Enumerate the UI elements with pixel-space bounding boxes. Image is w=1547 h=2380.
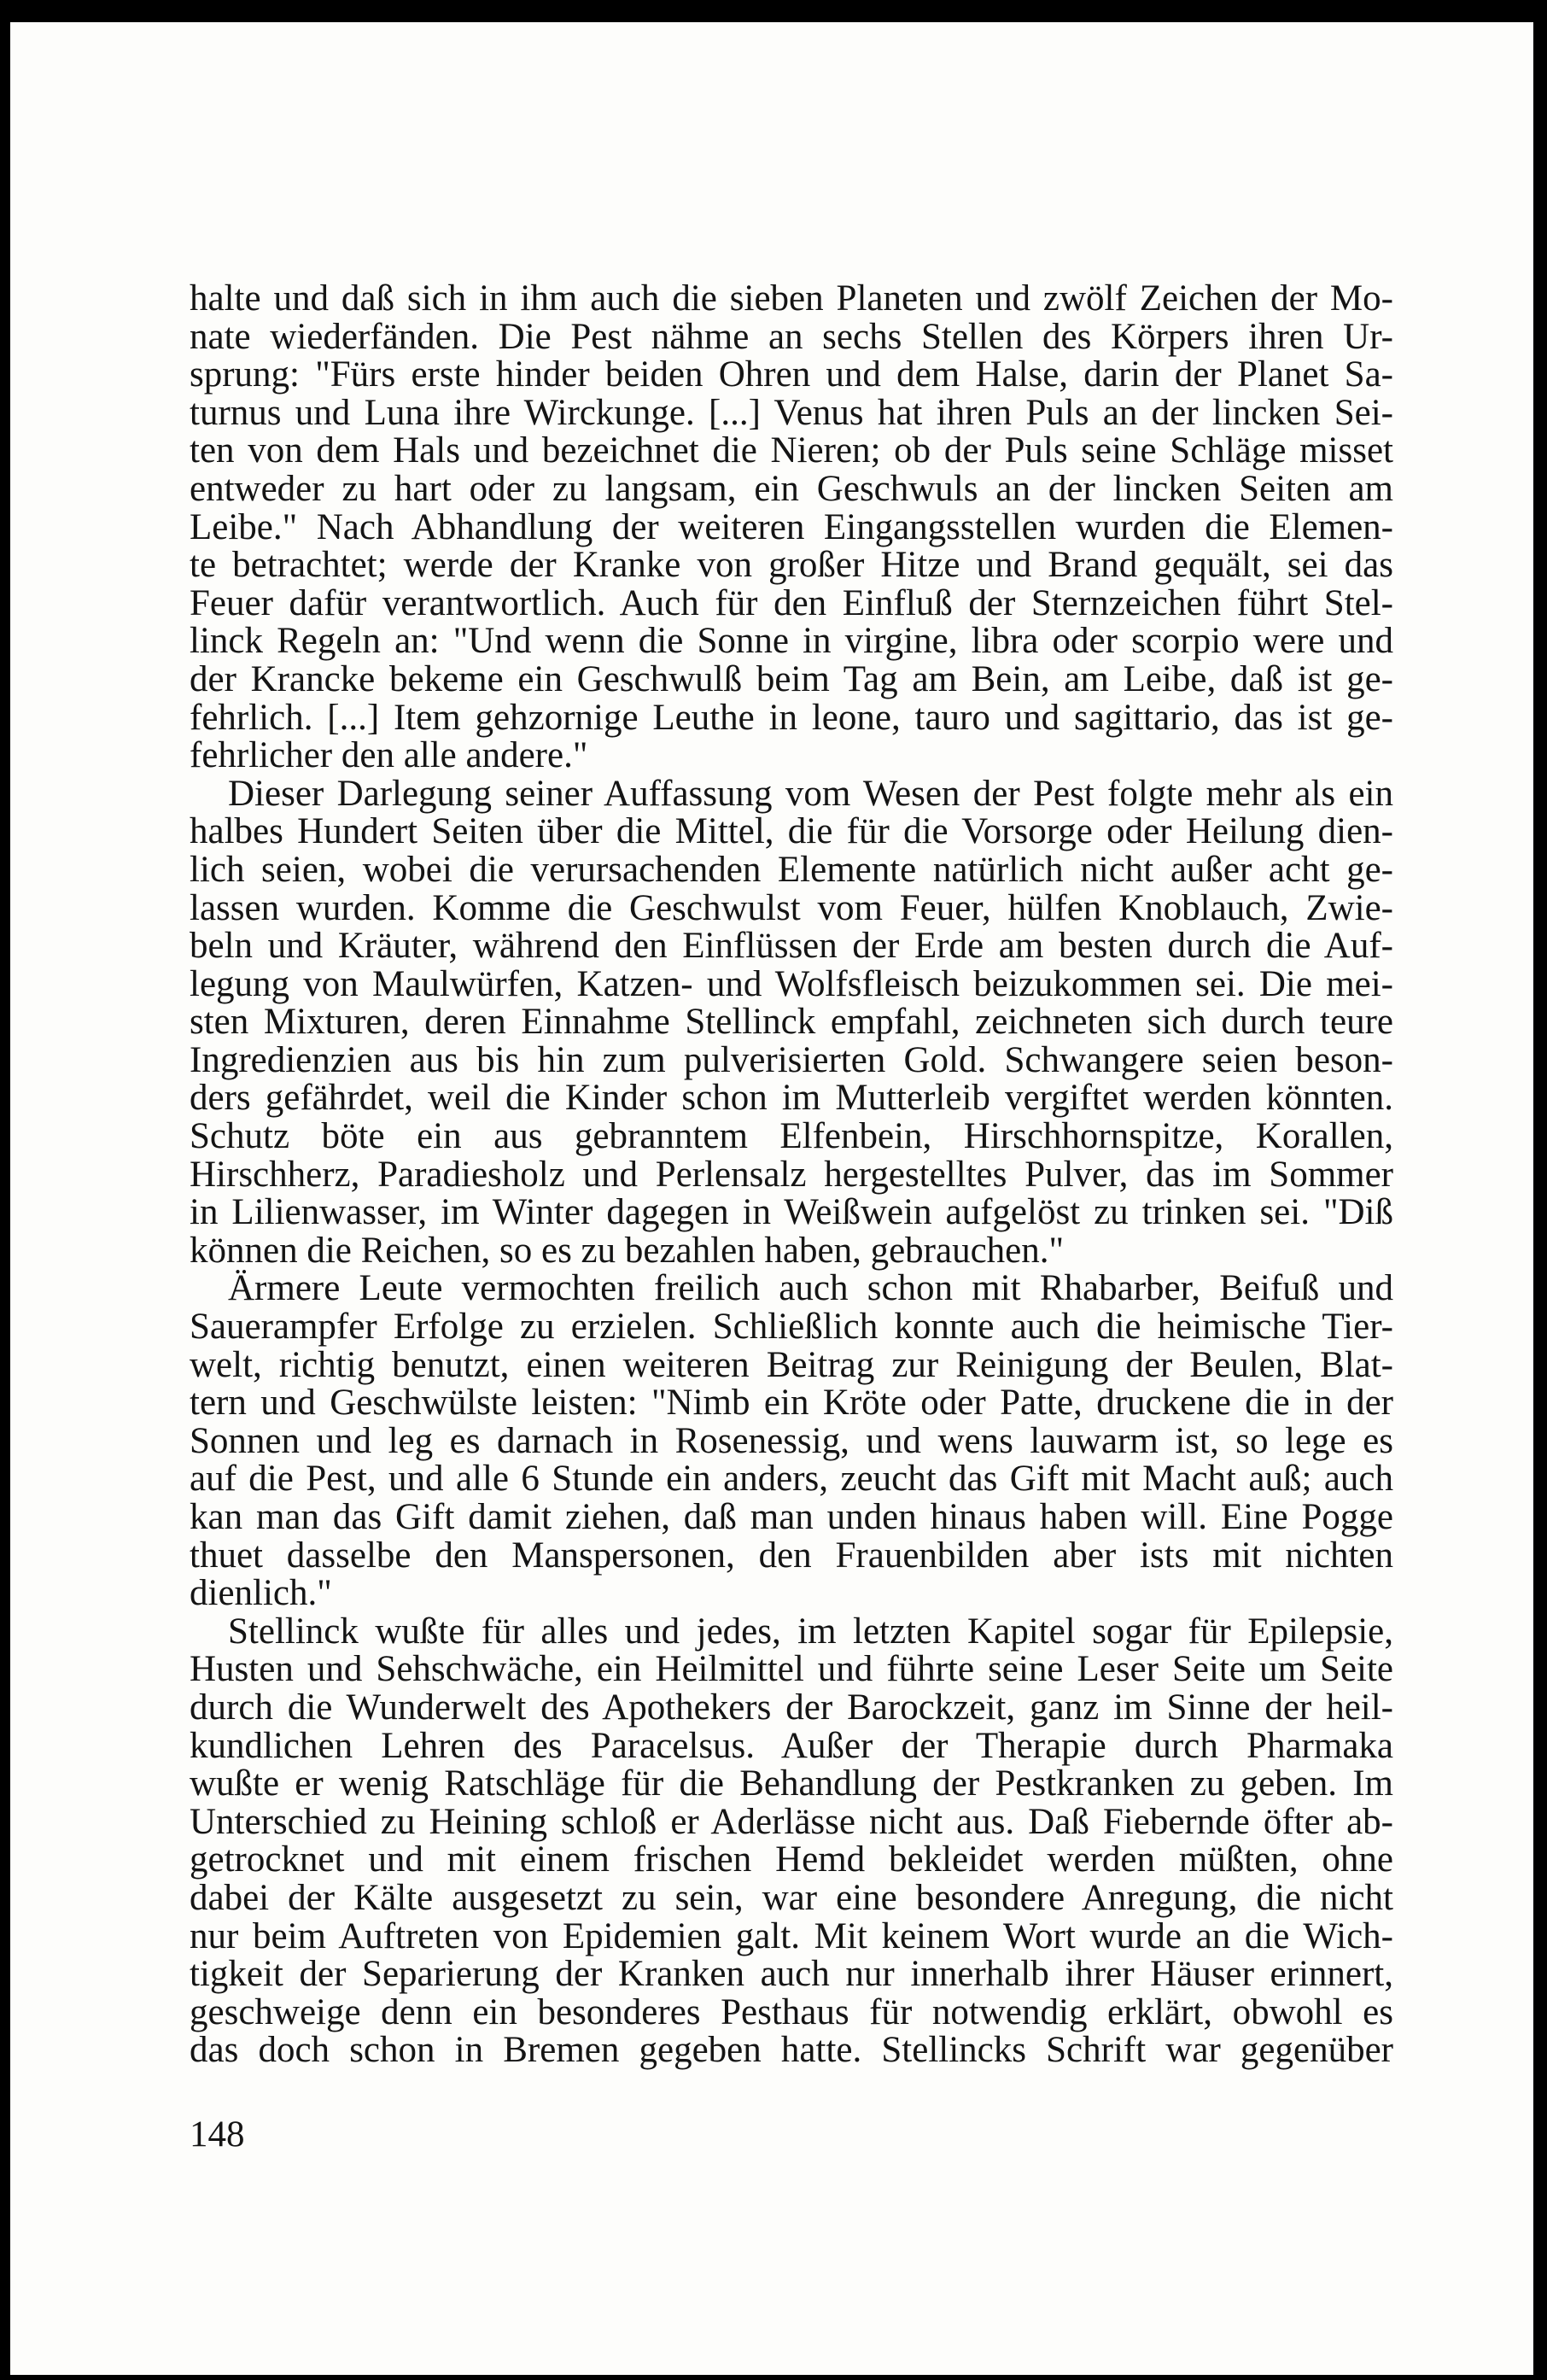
- page-number: 148: [190, 2114, 245, 2155]
- text-line: kan man das Gift damit ziehen, daß man unden hinaus haben will. Eine Pogge: [190, 1497, 1393, 1537]
- book-page: [10, 22, 1533, 2375]
- text-line: entweder zu hart oder zu langsam, ein Geschwuls an der lincken Seiten am: [190, 468, 1393, 509]
- text-line: dienlich.": [190, 1573, 332, 1614]
- text-line: halte und daß sich in ihm auch die sieben Planeten und zwölf Zeichen der Mo-: [190, 278, 1393, 319]
- text-line: Ingredienzien aus bis hin zum pulverisierten Gold. Schwangere seien beson-: [190, 1039, 1393, 1080]
- text-line: tern und Geschwülste leisten: "Nimb ein Kröte oder Patte, druckene die in der: [190, 1383, 1393, 1424]
- text-line: kundlichen Lehren des Paracelsus. Außer der Therapie durch Pharmaka: [190, 1725, 1393, 1766]
- text-line: das doch schon in Bremen gegeben hatte. Stellincks Schrift war gegenüber: [190, 2030, 1393, 2071]
- text-line: Hirschherz, Paradiesholz und Perlensalz hergestelltes Pulver, das im Sommer: [190, 1154, 1393, 1195]
- text-line: der Krancke bekeme ein Geschwulß beim Tag am Bein, am Leibe, daß ist ge-: [190, 658, 1393, 699]
- text-line: getrocknet und mit einem frischen Hemd bekleidet werden müßten, ohne: [190, 1839, 1393, 1880]
- text-line: Unterschied zu Heining schloß er Aderlässe nicht aus. Daß Fiebernde öfter ab-: [190, 1801, 1393, 1842]
- text-line: Stellinck wußte für alles und jedes, im letzten Kapitel sogar für Epilepsie,: [228, 1611, 1393, 1652]
- text-line: sten Mixturen, deren Einnahme Stellinck empfahl, zeichneten sich durch teure: [190, 1002, 1393, 1043]
- text-line: nate wiederfänden. Die Pest nähme an sechs Stellen des Körpers ihren Ur-: [190, 316, 1393, 357]
- text-line: welt, richtig benutzt, einen weiteren Beitrag zur Reinigung der Beulen, Blat-: [190, 1344, 1393, 1385]
- text-line: ten von dem Hals und bezeichnet die Nieren; ob der Puls seine Schläge misset: [190, 430, 1393, 471]
- text-line: halbes Hundert Seiten über die Mittel, die für die Vorsorge oder Heilung dien-: [190, 811, 1393, 852]
- text-line: Leibe." Nach Abhandlung der weiteren Eingangsstellen wurden die Elemen-: [190, 506, 1393, 547]
- text-line: Feuer dafür verantwortlich. Auch für den Einfluß der Sternzeichen führt Stel-: [190, 582, 1393, 623]
- text-line: lassen wurden. Komme die Geschwulst vom Feuer, hülfen Knoblauch, Zwie-: [190, 887, 1393, 928]
- text-line: sprung: "Fürs erste hinder beiden Ohren und dem Halse, darin der Planet Sa-: [190, 354, 1393, 395]
- text-line: lich seien, wobei die verursachenden Elemente natürlich nicht außer acht ge-: [190, 849, 1393, 890]
- text-line: Sonnen und leg es darnach in Rosenessig, und wens lauwarm ist, so lege es: [190, 1420, 1393, 1461]
- text-line: ders gefährdet, weil die Kinder schon im Mutterleib vergiftet werden könnten.: [190, 1078, 1393, 1119]
- text-line: linck Regeln an: "Und wenn die Sonne in virgine, libra oder scorpio were und: [190, 621, 1393, 662]
- text-line: tigkeit der Separierung der Kranken auch nur innerhalb ihrer Häuser erinnert,: [190, 1954, 1393, 1995]
- text-line: fehrlich. [...] Item gehzornige Leuthe in leone, tauro und sagittario, das ist ge-: [190, 697, 1393, 738]
- text-line: fehrlicher den alle andere.": [190, 735, 588, 776]
- text-line: turnus und Luna ihre Wirckunge. [...] Venus hat ihren Puls an der lincken Sei-: [190, 392, 1393, 433]
- text-line: Schutz böte ein aus gebranntem Elfenbein, Hirschhornspitze, Korallen,: [190, 1116, 1393, 1157]
- text-line: Husten und Sehschwäche, ein Heilmittel und führte seine Leser Seite um Seite: [190, 1649, 1393, 1690]
- text-line: durch die Wunderwelt des Apothekers der Barockzeit, ganz im Sinne der heil-: [190, 1687, 1393, 1728]
- text-line: auf die Pest, und alle 6 Stunde ein anders, zeucht das Gift mit Macht auß; auch: [190, 1459, 1393, 1500]
- text-line: in Lilienwasser, im Winter dagegen in Weißwein aufgelöst zu trinken sei. "Diß: [190, 1192, 1393, 1233]
- text-line: wußte er wenig Ratschläge für die Behandlung der Pestkranken zu geben. Im: [190, 1763, 1393, 1804]
- text-line: Sauerampfer Erfolge zu erzielen. Schließlich konnte auch die heimische Tier-: [190, 1307, 1393, 1348]
- text-line: te betrachtet; werde der Kranke von großer Hitze und Brand gequält, sei das: [190, 545, 1393, 586]
- text-line: beln und Kräuter, während den Einflüssen der Erde am besten durch die Auf-: [190, 926, 1393, 967]
- text-line: geschweige denn ein besonderes Pesthaus für notwendig erklärt, obwohl es: [190, 1991, 1393, 2032]
- text-line: Dieser Darlegung seiner Auffassung vom Wesen der Pest folgte mehr als ein: [228, 773, 1393, 814]
- text-line: Ärmere Leute vermochten freilich auch schon mit Rhabarber, Beifuß und: [228, 1268, 1393, 1309]
- text-line: legung von Maulwürfen, Katzen- und Wolfsfleisch beizukommen sei. Die mei-: [190, 963, 1393, 1004]
- text-line: thuet dasselbe den Manspersonen, den Frauenbilden aber ists mit nichten: [190, 1535, 1393, 1576]
- body-text: [190, 280, 1393, 2070]
- text-line: nur beim Auftreten von Epidemien galt. Mit keinem Wort wurde an die Wich-: [190, 1915, 1393, 1956]
- text-line: dabei der Kälte ausgesetzt zu sein, war eine besondere Anregung, die nicht: [190, 1877, 1393, 1918]
- text-line: können die Reichen, so es zu bezahlen haben, gebrauchen.": [190, 1230, 1065, 1271]
